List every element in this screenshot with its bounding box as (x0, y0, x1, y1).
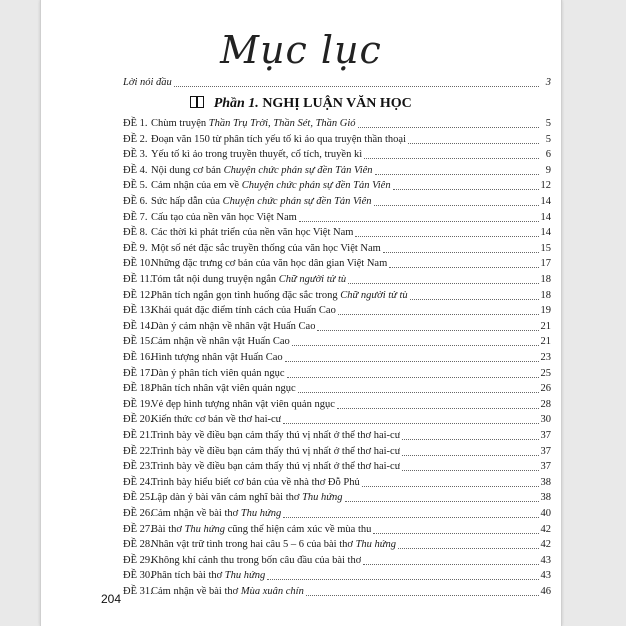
toc-entry-title (151, 569, 265, 583)
toc-entry-title-part: Cấu tạo của nền văn học Việt Nam (151, 211, 297, 223)
toc-entry-page: 23 (540, 352, 551, 363)
toc-entry-page: 21 (540, 336, 551, 348)
toc-leader-dots (398, 547, 538, 549)
toc-leader-dots (285, 360, 539, 362)
toc-entry-title-part: Yếu tố kì ảo trong truyền thuyết, cổ tích, truyền kì (151, 149, 363, 161)
toc-intro-row[interactable] (123, 76, 551, 90)
toc-entry-label: ĐỀ 15. (123, 336, 153, 348)
toc-entry-title-part: Không khí cảnh thu trong bốn câu đầu của bài thơ (151, 554, 362, 566)
toc-entry-label: ĐỀ 20. (123, 414, 153, 426)
toc-entry-title-part: Cảm nhận về nhân vật Huấn Cao (151, 336, 290, 348)
toc-leader-dots (362, 485, 539, 487)
toc-entry-title-part: Một số nét đặc sắc truyền thống của văn học Việt Nam (151, 242, 381, 254)
toc-entry-label: ĐỀ 3. (123, 149, 148, 161)
toc-entry-title (151, 242, 381, 256)
toc-entry-label: ĐỀ 6. (123, 196, 148, 207)
toc-entry-row[interactable] (123, 538, 551, 552)
toc-entry-title (151, 273, 346, 287)
toc-leader-dots (374, 204, 539, 206)
toc-entry-title (151, 413, 281, 427)
toc-entry-title (151, 117, 356, 131)
toc-entry-page: 14 (540, 196, 551, 207)
toc-leader-dots (337, 407, 539, 409)
toc-entry-row[interactable] (123, 569, 551, 583)
toc-entry-title-part: Cảm nhận về bài thơ (151, 508, 241, 519)
toc-entry-title-part: Dàn ý phân tích viên quản ngục (151, 367, 285, 379)
toc-entry-row[interactable] (123, 429, 551, 443)
toc-entry-row[interactable] (123, 148, 551, 162)
toc-entry-row[interactable] (123, 226, 551, 240)
toc-entry-title-part: Đoạn văn 150 từ phân tích yếu tố kì ảo qua truyện thần thoại (151, 133, 407, 145)
toc-leader-dots (383, 251, 539, 253)
toc-entry-row[interactable] (123, 445, 551, 459)
toc-entry-row[interactable] (123, 117, 551, 131)
toc-entry-label: ĐỀ 7. (123, 211, 148, 223)
toc-entry-page: 14 (540, 211, 551, 223)
toc-entry-page: 37 (540, 461, 551, 473)
toc-entry-label: ĐỀ 29. (123, 554, 153, 566)
toc-entry-label: ĐỀ 4. (123, 164, 148, 176)
toc-entry-title-part: Nhân vật trữ tình trong hai câu 5 – 6 của bài thơ (151, 539, 356, 551)
toc-entry-title-part: Lập dàn ý bài văn cảm nghĩ bài thơ (151, 492, 303, 504)
toc-entry-label: ĐỀ 17. (123, 367, 153, 379)
toc-entry-title (151, 226, 353, 240)
toc-intro-page: 3 (545, 77, 551, 88)
toc-entry-title (151, 491, 343, 505)
toc-entry-page: 21 (540, 320, 551, 332)
toc-entry-title-part: Phân tích nhân vật viên quản ngục (151, 383, 296, 395)
toc-entry-label: ĐỀ 13. (123, 305, 153, 317)
toc-leader-dots (317, 329, 538, 331)
toc-leader-dots (298, 391, 539, 393)
toc-entry-label: ĐỀ 28. (123, 539, 153, 551)
toc-entry-title-part: Thu hứng (302, 492, 343, 504)
toc-leader-dots (355, 235, 538, 237)
toc-entry-label: ĐỀ 25. (123, 492, 153, 504)
section-title: NGHỊ LUẬN VĂN HỌC (262, 96, 412, 111)
toc-entry-title (151, 335, 290, 349)
toc-entry-title-part: Chuyện chức phán sự đền Tản Viên (241, 180, 391, 192)
toc-entry-page: 30 (540, 414, 551, 426)
toc-entry-title-part: Chữ người tử tù (278, 274, 347, 285)
toc-leader-dots (358, 126, 539, 128)
toc-entry-row[interactable] (123, 382, 551, 396)
toc-entry-title-part: Phân tích bài thơ (151, 570, 225, 582)
toc-entry-row[interactable] (123, 491, 551, 505)
page-number: 204 (101, 592, 122, 606)
toc-entry-title-part: Hình tượng nhân vật Huấn Cao (151, 352, 283, 363)
toc-leader-dots (306, 594, 539, 596)
toc-entry-page: 15 (540, 242, 551, 254)
toc-leader-dots (292, 344, 539, 346)
toc-entry-title-part: Chuyện chức phán sự đền Tản Viên (222, 196, 372, 207)
toc-entry-page: 37 (540, 430, 551, 441)
section-lead: Phần 1. (213, 96, 259, 111)
toc-leader-dots (338, 313, 539, 315)
toc-entry-label: ĐỀ 11. (123, 274, 153, 285)
toc-entry-label: ĐỀ 31. (123, 586, 153, 597)
toc-entry-page: 42 (540, 539, 551, 551)
toc-entry-title-part: Chùm truyện (151, 118, 209, 129)
toc-entry-title (151, 538, 396, 552)
toc-entry-title-part: Phân tích ngắn gọn tình huống đặc sắc trong (151, 289, 341, 301)
toc-entry-row[interactable] (123, 507, 551, 521)
toc-entry-title-part: Trình bày về điều bạn cảm thấy thú vị nhất ở thể thơ hai-cư (151, 445, 401, 457)
toc-entry-title-part: Tóm tắt nội dung truyện ngắn (151, 274, 279, 285)
toc-leader-dots (267, 578, 538, 580)
book-page (40, 0, 562, 626)
toc-entry-label: ĐỀ 18. (123, 383, 153, 395)
toc-intro-title: Lời nói đầu (123, 77, 172, 88)
toc-entry-title (151, 476, 360, 490)
toc-entry-title (151, 429, 400, 443)
toc-entry-title-part: Thu hứng (355, 539, 397, 551)
toc-entry-page: 5 (545, 118, 551, 129)
toc-entry-page: 18 (540, 274, 551, 285)
toc-entry-page: 28 (540, 398, 551, 410)
toc-entry-page: 46 (540, 586, 551, 597)
toc-entry-title-part: Khái quát đặc điểm tính cách của Huấn Cao (151, 305, 336, 317)
toc-entry-title-part: Thu hứng (184, 523, 226, 535)
toc-entry-title-part: Mùa xuân chín (240, 586, 304, 597)
toc-entry-page: 38 (540, 492, 551, 504)
toc-entry-page: 43 (540, 570, 551, 582)
toc-entry-title-part: Trình bày về điều bạn cảm thấy thú vị nhất ở thể thơ hai-cư (151, 461, 401, 473)
toc-entry-title (151, 320, 315, 334)
toc-entry-title-part: Kiến thức cơ bản về thơ hai-cư (151, 414, 282, 426)
toc-entry-page: 9 (545, 164, 551, 176)
toc-entry-title-part: Các thời kì phát triển của nền văn học Việt Nam (151, 227, 354, 239)
toc-entry-label: ĐỀ 27. (123, 523, 153, 535)
toc-leader-dots (389, 266, 538, 268)
toc-entry-title (151, 382, 296, 396)
toc-entry-title (151, 211, 297, 225)
toc-entry-title (151, 133, 406, 147)
toc-entry-row[interactable] (123, 413, 551, 427)
toc-entry-title-part: Thu hứng (240, 508, 282, 519)
toc-entry-row[interactable] (123, 179, 551, 193)
toc-entry-row[interactable] (123, 335, 551, 349)
toc-entry-row[interactable] (123, 257, 551, 271)
page-title: Mục lục (220, 28, 382, 72)
toc-entry-title (151, 179, 391, 193)
toc-leader-dots (283, 516, 538, 518)
toc-leader-dots (410, 298, 539, 300)
book-icon (190, 96, 204, 108)
toc-leader-dots (373, 532, 538, 534)
toc-entry-title (151, 507, 281, 521)
toc-entry-row[interactable] (123, 320, 551, 334)
toc-entry-label: ĐỀ 12. (123, 289, 153, 301)
toc-entry-title (151, 523, 371, 537)
toc-entry-title-part: Chuyện chức phán sự đền Tản Viên (223, 164, 373, 176)
toc-entry-title (151, 460, 400, 474)
toc-entry-row[interactable] (123, 211, 551, 225)
toc-entry-page: 18 (540, 289, 551, 301)
toc-entry-title (151, 367, 285, 381)
toc-entry-page: 42 (540, 523, 551, 535)
toc-entry-label: ĐỀ 21. (123, 430, 153, 441)
toc-entry-page: 14 (540, 227, 551, 239)
toc-entry-label: ĐỀ 2. (123, 133, 148, 145)
toc-entry-row[interactable] (123, 523, 551, 537)
toc-leader-dots (402, 438, 538, 440)
toc-entry-page: 19 (540, 305, 551, 317)
toc-entry-title (151, 195, 372, 209)
toc-entry-label: ĐỀ 14. (123, 320, 153, 332)
toc-entry-title-part: Sức hấp dẫn của (151, 196, 223, 207)
toc-leader-dots (402, 469, 538, 471)
toc-leader-dots (287, 376, 539, 378)
toc-leader-dots (174, 85, 539, 87)
toc-entry-label: ĐỀ 5. (123, 180, 148, 192)
toc-entry-title (151, 304, 336, 318)
toc-entry-page: 6 (545, 149, 551, 161)
toc-entry-title (151, 289, 408, 303)
toc-entry-title-part: Bài thơ (151, 523, 185, 535)
toc-leader-dots (375, 173, 539, 175)
toc-entry-row[interactable] (123, 351, 551, 365)
toc-entry-page: 12 (540, 180, 551, 192)
toc-entry-label: ĐỀ 26. (123, 508, 153, 519)
toc-entry-title-part: Vẻ đẹp hình tượng nhân vật viên quản ngục (151, 398, 335, 410)
toc-entry-title (151, 398, 335, 412)
toc-entry-title-part: Thần Trụ Trời, Thần Sét, Thần Gió (208, 118, 356, 129)
toc-entry-label: ĐỀ 19. (123, 398, 153, 410)
toc-entry-label: ĐỀ 22. (123, 445, 153, 457)
toc-entry-row[interactable] (123, 273, 551, 287)
toc-entry-page: 17 (540, 258, 551, 270)
toc-leader-dots (299, 220, 539, 222)
section-heading (41, 96, 561, 112)
toc-entry-row[interactable] (123, 289, 551, 303)
toc-entry-title-part: Thu hứng (224, 570, 266, 582)
toc-entry-title-part: Cảm nhận về bài thơ (151, 586, 241, 597)
toc-entry-row[interactable] (123, 164, 551, 178)
toc-leader-dots (363, 563, 538, 565)
toc-entry-page: 38 (540, 476, 551, 488)
toc-entry-page: 43 (540, 554, 551, 566)
toc-entry-row[interactable] (123, 304, 551, 318)
toc-entry-title-part: cũng thể hiện cảm xúc về mùa thu (225, 523, 372, 535)
toc-entry-row[interactable] (123, 554, 551, 568)
toc-entry-row[interactable] (123, 242, 551, 256)
toc-entry-row[interactable] (123, 133, 551, 147)
toc-entry-label: ĐỀ 8. (123, 227, 148, 239)
toc-entry-label: ĐỀ 1. (123, 118, 148, 129)
toc-leader-dots (345, 500, 539, 502)
toc-entry-row[interactable] (123, 195, 551, 209)
toc-leader-dots (408, 142, 539, 144)
toc-entry-title (151, 445, 400, 459)
toc-entry-title-part: Nội dung cơ bản (151, 164, 224, 176)
toc-entry-row[interactable] (123, 398, 551, 412)
toc-entry-page: 37 (540, 445, 551, 457)
toc-entry-title (151, 257, 387, 271)
toc-entry-title (151, 148, 362, 162)
toc-entry-page: 40 (540, 508, 551, 519)
toc-entry-title-part: Chữ người tử tù (340, 289, 408, 301)
toc-entry-title-part: Những đặc trưng cơ bản của văn học dân gian Việt Nam (151, 258, 388, 270)
toc-entry-title-part: Trình bày hiểu biết cơ bản của về nhà thơ Đỗ Phủ (151, 476, 360, 488)
toc-entry-title (151, 585, 304, 599)
toc-entry-row[interactable] (123, 367, 551, 381)
toc-leader-dots (348, 282, 538, 284)
toc-entry-label: ĐỀ 24. (123, 476, 153, 488)
toc-entry-title-part: Cảm nhận của em về (151, 180, 242, 192)
toc-entry-page: 25 (540, 367, 551, 379)
toc-leader-dots (402, 454, 538, 456)
toc-entry-title (151, 351, 283, 365)
toc-entry-page: 5 (545, 133, 551, 145)
toc-leader-dots (283, 422, 538, 424)
toc-entry-title (151, 554, 361, 568)
toc-leader-dots (393, 188, 539, 190)
toc-entry-title (151, 164, 373, 178)
toc-entry-label: ĐỀ 9. (123, 242, 148, 254)
toc-entry-title-part: Dàn ý cảm nhận về nhân vật Huấn Cao (151, 320, 316, 332)
toc-entry-label: ĐỀ 16. (123, 352, 153, 363)
toc-entry-label: ĐỀ 23. (123, 461, 153, 473)
toc-entry-row[interactable] (123, 460, 551, 474)
toc-leader-dots (364, 157, 539, 159)
toc-entry-label: ĐỀ 30. (123, 570, 153, 582)
toc-entry-row[interactable] (123, 476, 551, 490)
toc-entry-page: 26 (540, 383, 551, 395)
toc-entry-title-part: Trình bày về điều bạn cảm thấy thú vị nhất ở thể thơ hai-cư (151, 430, 401, 441)
toc-entry-row[interactable] (123, 585, 551, 599)
toc-entry-label: ĐỀ 10. (123, 258, 153, 270)
